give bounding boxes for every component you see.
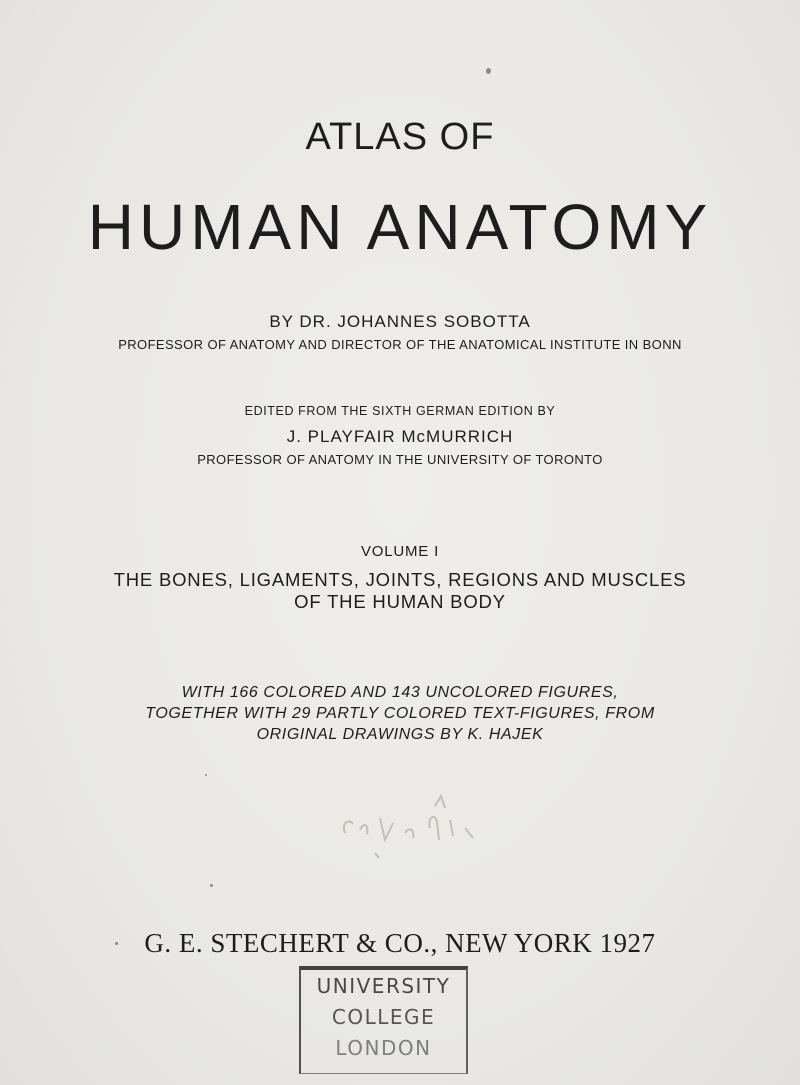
stamp-line-1: UNIVERSITY — [316, 974, 451, 998]
paper-speck — [205, 774, 207, 776]
author-name: BY DR. JOHANNES SOBOTTA — [269, 312, 531, 331]
paper-speck — [210, 884, 213, 887]
editor-position: PROFESSOR OF ANATOMY IN THE UNIVERSITY OF TORONTO — [197, 452, 603, 467]
volume-label: VOLUME I — [360, 543, 440, 560]
stamp-line-3: LONDON — [335, 1036, 432, 1060]
stamp-line-2: COLLEGE — [331, 1005, 436, 1029]
title-line-2: HUMAN ANATOMY — [87, 191, 713, 263]
publisher-imprint: G. E. STECHERT & CO., NEW YORK 1927 — [144, 928, 656, 958]
figures-line-2: TOGETHER WITH 29 PARTLY COLORED TEXT-FIGURES, FROM — [145, 705, 655, 722]
faded-ornament-mark — [335, 778, 515, 868]
volume-subject-line-2: OF THE HUMAN BODY — [294, 591, 506, 612]
paper-speck — [486, 68, 491, 74]
edition-note: EDITED FROM THE SIXTH GERMAN EDITION BY — [244, 404, 556, 418]
figures-line-3: ORIGINAL DRAWINGS BY K. HAJEK — [256, 726, 544, 743]
figures-line-1: WITH 166 COLORED AND 143 UNCOLORED FIGURES, — [181, 684, 619, 701]
author-position: PROFESSOR OF ANATOMY AND DIRECTOR OF THE ANATOMICAL INSTITUTE IN BONN — [118, 337, 682, 352]
editor-name: J. PLAYFAIR McMURRICH — [286, 427, 514, 446]
volume-subject-line-1: THE BONES, LIGAMENTS, JOINTS, REGIONS AND MUSCLES — [113, 569, 687, 590]
title-line-1: ATLAS OF — [305, 116, 495, 158]
library-stamp — [299, 966, 468, 1074]
